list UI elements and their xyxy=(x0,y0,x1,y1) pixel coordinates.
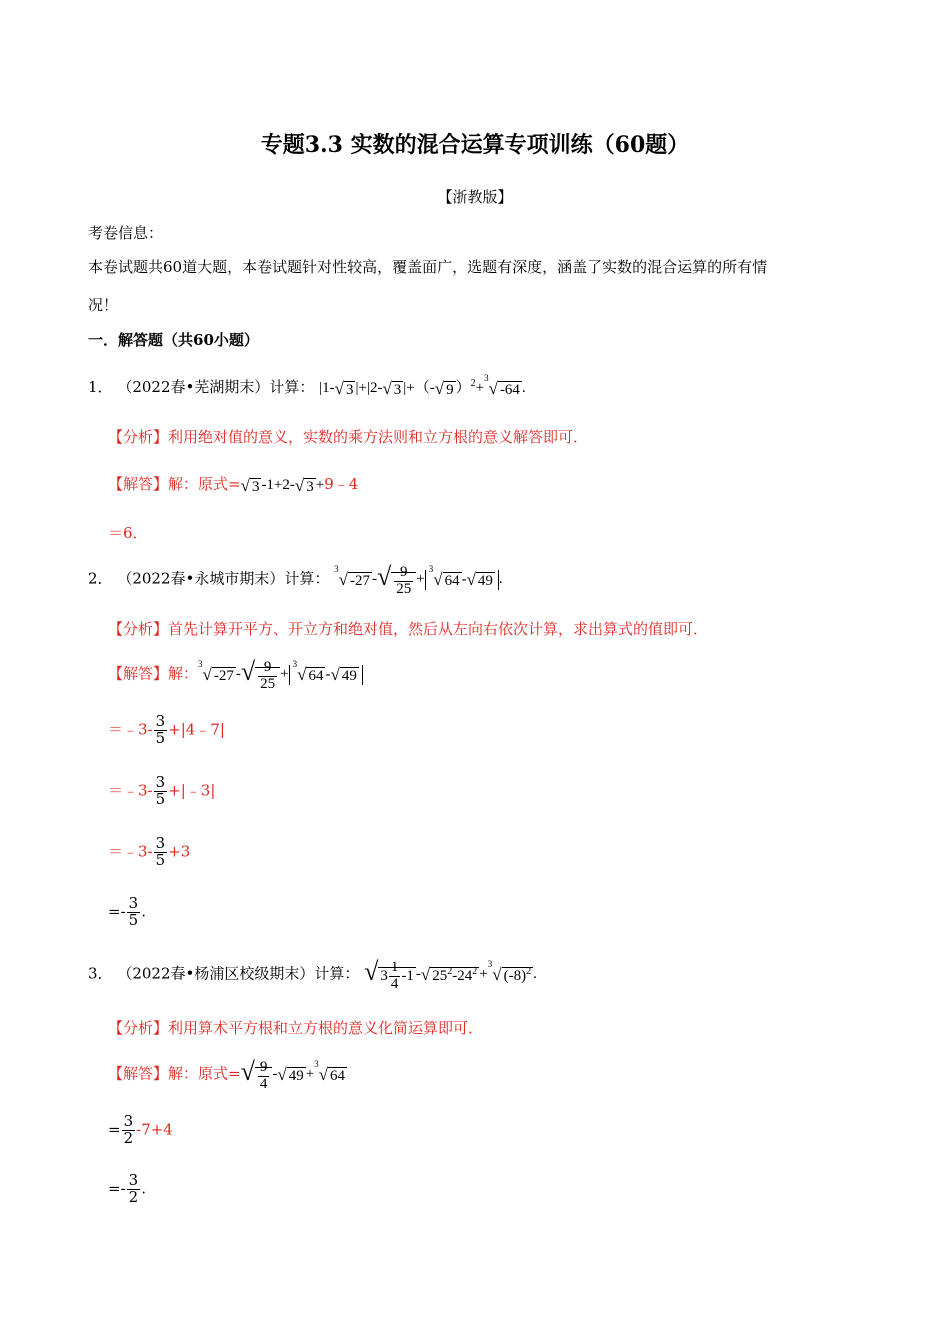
question-source: （2022春•芜湖期末）计算： xyxy=(117,378,315,396)
answer-tail: 9﹣4 xyxy=(324,475,359,493)
q3-step-1 xyxy=(108,1114,173,1147)
step-lead: = xyxy=(108,1120,121,1139)
answer-tag: 【解答】 xyxy=(108,1064,169,1083)
fraction: $\frac{3}{2}$ xyxy=(128,1171,139,1206)
step-lead: ＝﹣3- xyxy=(108,720,153,739)
question-3 xyxy=(88,957,537,993)
question-2 xyxy=(88,562,503,598)
fraction: $\frac{3}{5}$ xyxy=(128,894,139,929)
q1-result: ＝6． xyxy=(108,524,148,542)
q1-answer xyxy=(108,473,358,496)
question-source: （2022春•杨浦区校级期末）计算： xyxy=(117,964,360,983)
answer-prefix: 解：原式= xyxy=(168,475,241,493)
q2-answer xyxy=(108,657,363,693)
fraction: $\frac{3}{5}$ xyxy=(155,712,166,747)
step-tail: +3 xyxy=(168,842,191,861)
question-expression: |1-√ 3 |+|2-√ 3 |+（-√ 9 ）$^2$+$^3$√ -64 . xyxy=(319,372,526,398)
question-expression: $^3$√ -27 -√ $\frac{9}{25}$ +$^3$√ 64 -√ 49 . xyxy=(334,562,503,598)
q3-final: =- $\frac{3}{2}$ . xyxy=(108,1171,146,1206)
final-lead: =- xyxy=(108,1179,126,1198)
question-1 xyxy=(88,372,526,399)
answer-expression: √ $\frac{9}{4}$ -√ 49 +$^3$√ 64 xyxy=(240,1057,346,1093)
info-text-line1: 本卷试题共60道大题，本卷试题针对性较高，覆盖面广，选题有深度，涵盖了实数的混合运算的所有情 xyxy=(88,258,768,276)
step-tail: -7+4 xyxy=(136,1120,173,1139)
q2-step-3 xyxy=(108,836,190,869)
q2-step-2 xyxy=(108,775,215,808)
fraction: $\frac{3}{5}$ xyxy=(155,773,166,808)
answer-tag: 【解答】 xyxy=(108,664,169,683)
answer-expression: $^3$√ -27 -√ $\frac{9}{25}$ +$^3$√ 64 -√ 49 xyxy=(198,666,363,682)
q3-answer xyxy=(108,1057,347,1093)
info-label: 考卷信息： xyxy=(88,224,164,242)
question-expression: √ 3 $\frac{1}{4}$ -1 -√ $25^2-24^2 +^3√$ $(-8)^2$ . xyxy=(364,957,537,993)
analysis-tag: 【分析】 xyxy=(108,1019,169,1037)
question-number: 2． xyxy=(88,569,113,588)
q2-step-1 xyxy=(108,714,225,747)
question-source: （2022春•永城市期末）计算： xyxy=(117,569,330,588)
analysis-text: 首先计算开平方、开立方和绝对值，然后从左向右依次计算，求出算式的值即可． xyxy=(168,620,709,638)
answer-expression: √ 3 -1+2-√ 3 + xyxy=(240,475,325,495)
step-lead: ＝﹣3- xyxy=(108,781,153,800)
analysis-text: 利用算术平方根和立方根的意义化简运算即可． xyxy=(168,1019,484,1037)
answer-tag: 【解答】 xyxy=(108,475,169,493)
q2-final: =- $\frac{3}{5}$ . xyxy=(108,894,146,929)
q2-analysis xyxy=(108,618,708,639)
step-tail: +|﹣3| xyxy=(168,781,216,800)
fraction: $\frac{3}{2}$ xyxy=(123,1112,134,1147)
q1-analysis xyxy=(108,426,588,447)
page-title: 专题3.3 实数的混合运算专项训练（60题） xyxy=(260,132,690,158)
q3-analysis xyxy=(108,1017,483,1038)
info-text-line2: 况！ xyxy=(88,296,119,314)
question-number: 3． xyxy=(88,964,113,983)
step-tail: +|4﹣7| xyxy=(168,720,225,739)
final-lead: =- xyxy=(108,902,126,921)
edition-label: 【浙教版】 xyxy=(437,188,513,206)
fraction: $\frac{3}{5}$ xyxy=(155,834,166,869)
step-lead: ＝﹣3- xyxy=(108,842,153,861)
analysis-tag: 【分析】 xyxy=(108,428,169,446)
answer-prefix: 解： xyxy=(168,664,199,683)
question-number: 1． xyxy=(88,378,113,396)
analysis-text: 利用绝对值的意义，实数的乘方法则和立方根的意义解答即可． xyxy=(168,428,589,446)
section-heading: 一．解答题（共60小题） xyxy=(88,331,259,349)
analysis-tag: 【分析】 xyxy=(108,620,169,638)
answer-prefix: 解：原式= xyxy=(168,1064,241,1083)
